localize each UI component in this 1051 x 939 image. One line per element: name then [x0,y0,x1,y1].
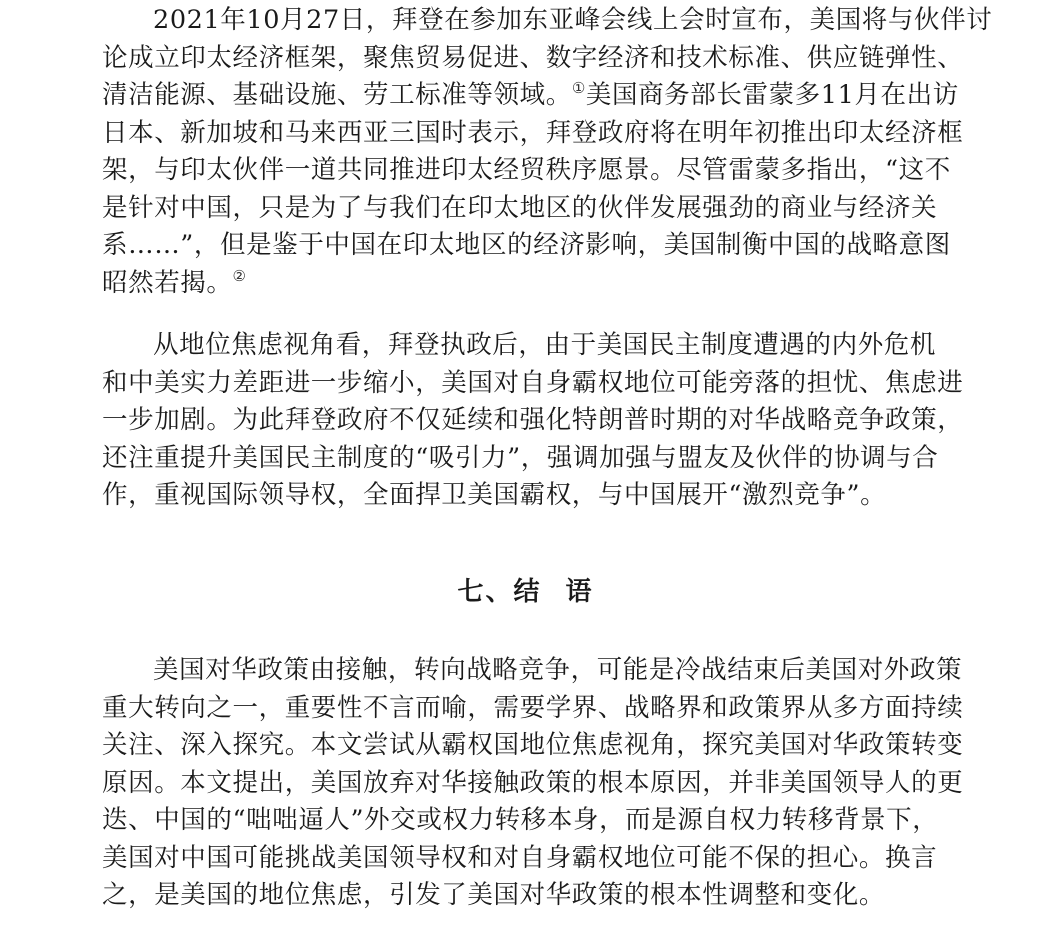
text-segment: 昭然若揭。 [102,267,233,298]
text-segment: 美国商务部长雷蒙多11月在出访 [585,80,959,110]
heading-part: 七、结 [457,577,542,607]
text-line: 从地位焦虑视角看，拜登执政后，由于美国民主制度遭遇的内外危机 [153,330,937,360]
text-line: 重大转向之一，重要性不言而喻，需要学界、战略界和政策界从多方面持续 [102,692,964,723]
text-line [102,265,952,303]
section-heading [0,572,1051,612]
text-line: 是针对中国，只是为了与我们在印太地区的伙伴发展强劲的商业与经济关 [102,192,938,223]
text-line: 和中美实力差距进一步缩小，美国对自身霸权地位可能旁落的担忧、焦虑进 [102,367,964,398]
heading-part: 语 [565,577,594,607]
text-line: 作，重视国际领导权，全面捍卫美国霸权，与中国展开“激烈竞争”。 [102,480,887,510]
text-line: 架，与印太伙伴一道共同推进印太经贸秩序愿景。尽管雷蒙多指出，“这不 [102,155,951,185]
text-line: 关注、深入探究。本文尝试从霸权国地位焦虑视角，探究美国对华政策转变 [102,730,964,760]
text-line [102,77,959,115]
paragraph-indo-pacific-framework [102,2,993,302]
text-line: 美国对华政策由接触，转向战略竞争，可能是冷战结束后美国对外政策 [153,655,963,685]
text-line: 一步加剧。为此拜登政府不仅延续和强化特朗普时期的对华战略竞争政策， [102,405,964,435]
text-line: 之，是美国的地位焦虑，引发了美国对华政策的根本性调整和变化。 [102,880,886,910]
text-line: 原因。本文提出，美国放弃对华接触政策的根本原因，并非美国领导人的更 [102,767,964,798]
footnote-marker[interactable]: ② [232,266,247,285]
text-line: 日本、新加坡和马来西亚三国时表示，拜登政府将在明年初推出印太经济框 [102,117,964,148]
text-segment: 清洁能源、基础设施、劳工标准等领域。 [102,80,572,110]
text-line: 还注重提升美国民主制度的“吸引力”，强调加强与盟友及伙伴的协调与合 [102,442,939,473]
text-line: 系……”，但是鉴于中国在印太地区的经济影响，美国制衡中国的战略意图 [102,230,951,260]
text-line: 2021年10月27日，拜登在参加东亚峰会线上会时宣布，美国将与伙伴讨 [153,5,993,35]
text-line: 迭、中国的“咄咄逼人”外交或权力转移本身，而是源自权力转移背景下， [102,805,939,835]
text-line: 论成立印太经济框架，聚焦贸易促进、数字经济和技术标准、供应链弹性、 [102,42,964,73]
paragraph-conclusion [102,652,964,915]
footnote-marker[interactable]: ① [571,79,586,97]
text-line: 美国对中国可能挑战美国领导权和对自身霸权地位可能不保的担心。换言 [102,842,938,873]
paragraph-status-anxiety [102,327,964,515]
